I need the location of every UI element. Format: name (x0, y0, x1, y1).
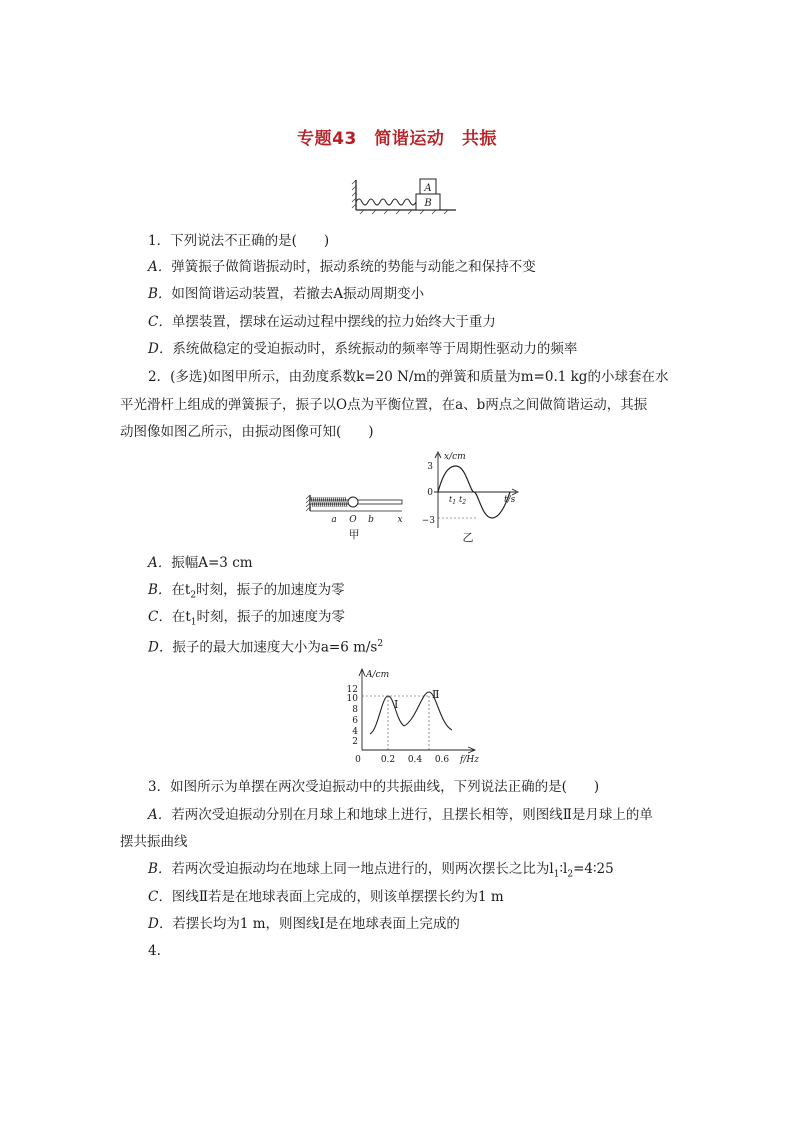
tick-t2: $t_2$ (459, 495, 467, 506)
t-axis-label: t/s (504, 495, 516, 505)
spring-coil (356, 199, 422, 205)
q1-option-a: A．弹簧振子做简谐振动时，振动系统的势能与动能之和保持不变 (148, 259, 536, 275)
spring-block-figure (350, 176, 460, 216)
y-axis-label: A/cm (366, 670, 390, 680)
block-a-label: A (424, 183, 432, 194)
x-tick: 0.4 (407, 755, 423, 765)
y-axis-label: x/cm (444, 452, 466, 462)
x-ticks (355, 755, 449, 765)
q2-option-b: B．在$t_2$时刻，振子的加速度为零 (148, 582, 345, 601)
q2-stem-line1: 2．(多选)如图甲所示，由劲度系数k=20 N/m的弹簧和质量为m=0.1 kg的小球套在水 (148, 369, 669, 385)
y-ticks (347, 685, 359, 747)
y-tick: 8 (352, 705, 358, 715)
q1-option-b: B．如图简谐运动装置，若撤去A振动周期变小 (148, 286, 425, 302)
q2-stem-line3: 动图像如图乙所示，由振动图像可知( ) (120, 424, 374, 440)
label-o: O (349, 515, 357, 525)
block-b-label: B (424, 198, 432, 209)
resonance-curve-figure (334, 664, 484, 768)
caption-jia: 甲 (348, 528, 360, 541)
y-tick: 4 (352, 727, 358, 737)
curve-2-label: Ⅱ (432, 688, 440, 701)
q2-option-d: D．振子的最大加速度大小为a=6 $m/s^2$ (148, 639, 384, 656)
q3-option-c: C．图线Ⅱ若是在地球表面上完成的，则该单摆摆长约为1 m (148, 889, 504, 905)
q2-option-c: C．在$t_1$时刻，振子的加速度为零 (148, 609, 346, 628)
x-axis-label: f/Hz (460, 755, 479, 765)
page-title: 专题43 简谐运动 共振 (297, 129, 497, 149)
q2-option-a: A．振幅A=3 cm (148, 555, 253, 571)
x-tick: 0.6 (434, 755, 450, 765)
label-b: b (368, 515, 374, 525)
curve-2 (404, 692, 452, 730)
tick-t1: $t_1$ (449, 495, 457, 506)
x-tick: 0 (355, 755, 361, 765)
q4-stem: 4. (148, 943, 161, 959)
tick-3: 3 (427, 462, 433, 472)
y-tick: 12 (346, 685, 358, 695)
curve-1-label: Ⅰ (394, 698, 399, 711)
tick-neg3: −3 (421, 516, 435, 526)
q1-option-c: C．单摆装置，摆球在运动过程中摆线的拉力始终大于重力 (148, 314, 496, 330)
label-a: a (331, 515, 337, 525)
oscillator-ball (348, 497, 358, 507)
caption-yi: 乙 (462, 531, 474, 544)
q3-option-b: B．若两次受迫振动均在地球上同一地点进行的，则两次摆长之比为$l_1∶l_2=4∶25$ (148, 861, 614, 880)
y-tick: 2 (352, 737, 358, 747)
q1-stem: 1．下列说法不正确的是( ) (148, 233, 330, 249)
vibration-graph-yi (420, 448, 530, 544)
q3-option-a-cont: 摆共振曲线 (120, 834, 188, 850)
spring-oscillator-figure-jia (302, 493, 408, 541)
x-tick: 0.2 (380, 755, 396, 765)
q2-stem-line2: 平光滑杆上组成的弹簧振子，振子以O点为平衡位置，在a、b两点之间做简谐运动，其振 (120, 397, 648, 413)
curve-1 (370, 696, 404, 734)
label-x: x (397, 515, 403, 525)
q3-option-d: D．若摆长均为1 m，则图线Ⅰ是在地球表面上完成的 (148, 916, 460, 932)
q3-option-a: A．若两次受迫振动分别在月球上和地球上进行，且摆长相等，则图线Ⅱ是月球上的单 (148, 807, 653, 823)
tick-0: 0 (427, 488, 433, 498)
y-tick: 6 (352, 716, 358, 726)
q1-option-d: D．系统做稳定的受迫振动时，系统振动的频率等于周期性驱动力的频率 (148, 341, 578, 357)
y-tick: 10 (346, 694, 358, 704)
q3-stem: 3．如图所示为单摆在两次受迫振动中的共振曲线，下列说法正确的是( ) (148, 779, 600, 795)
